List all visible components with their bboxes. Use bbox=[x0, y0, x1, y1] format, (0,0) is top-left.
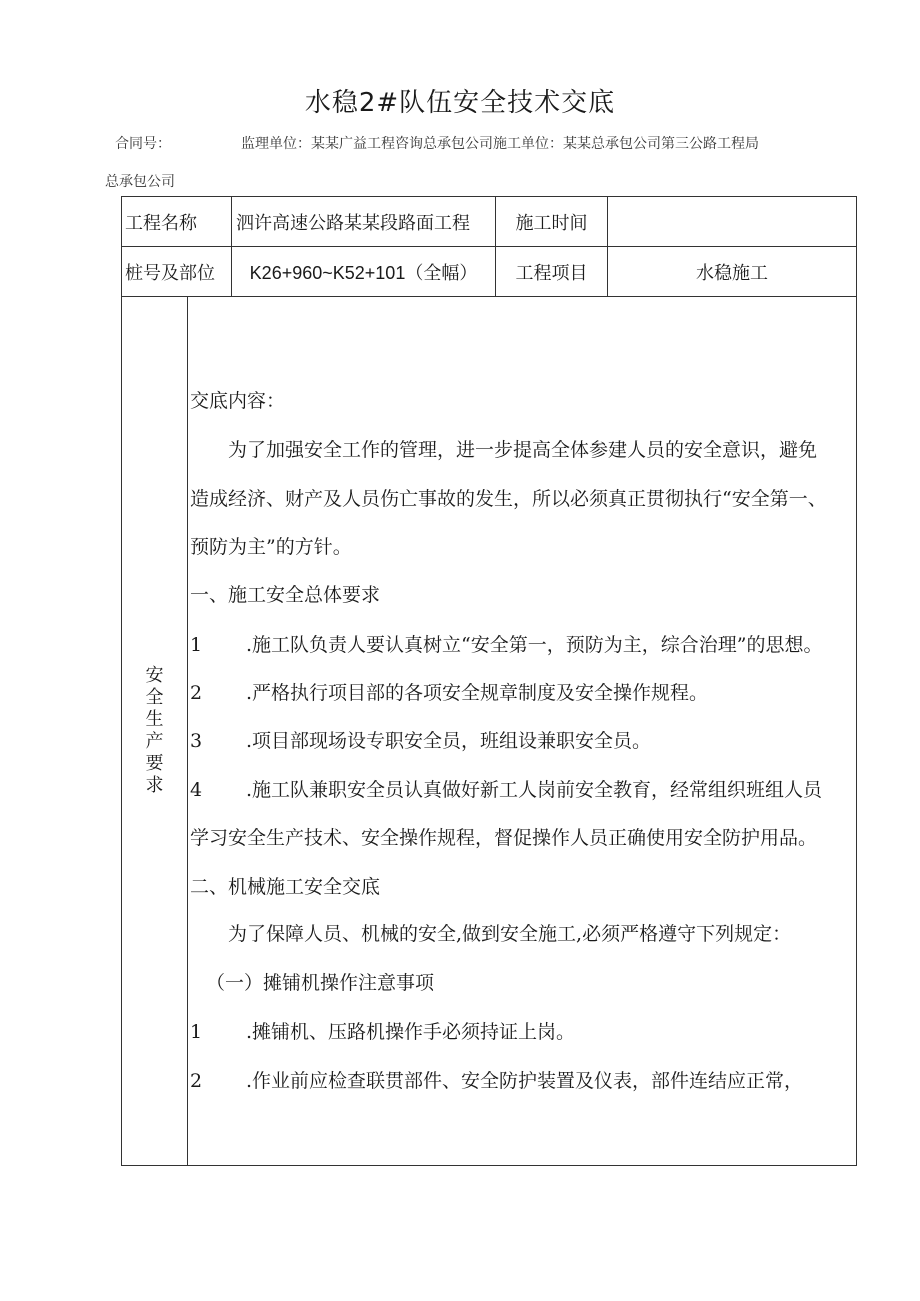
contract-label: 合同号： bbox=[115, 136, 171, 152]
list-item bbox=[190, 630, 856, 657]
item-text: .施工队兼职安全员认真做好新工人岗前安全教育，经常组织班组人员 bbox=[246, 779, 823, 801]
item-number: 2 bbox=[190, 1070, 203, 1092]
section-heading-1: 一、施工安全总体要求 bbox=[190, 584, 381, 606]
item-text: .严格执行项目部的各项安全规章制度及安全操作规程。 bbox=[246, 682, 709, 704]
item-4-continuation: 学习安全生产技术、安全操作规程，督促操作人员正确使用安全防护用品。 bbox=[190, 827, 818, 849]
list-item bbox=[190, 678, 856, 705]
item-label: 工程项目 bbox=[496, 247, 608, 297]
subsection-heading-1: （一）摊铺机操作注意事项 bbox=[206, 972, 435, 994]
side-char: 生 bbox=[145, 709, 164, 730]
intro-line-2: 造成经济、财产及人员伤亡事故的发生，所以必须真正贯彻执行“安全第一、 bbox=[190, 488, 827, 510]
side-char: 全 bbox=[145, 687, 164, 708]
list-item bbox=[190, 1017, 856, 1044]
content-heading: 交底内容： bbox=[190, 390, 286, 412]
item-text: .施工队负责人要认真树立“安全第一，预防为主，综合治理”的思想。 bbox=[246, 634, 823, 656]
item-text: .摊铺机、压路机操作手必须持证上岗。 bbox=[246, 1021, 576, 1043]
time-value bbox=[608, 197, 857, 247]
side-char: 要 bbox=[145, 753, 164, 774]
project-name-label: 工程名称 bbox=[122, 197, 232, 247]
station-label: 桩号及部位 bbox=[122, 247, 232, 297]
item-number: 1 bbox=[190, 634, 203, 656]
side-char: 产 bbox=[145, 731, 164, 752]
time-label: 施工时间 bbox=[496, 197, 608, 247]
document-title: 水稳2#队伍安全技术交底 bbox=[304, 88, 616, 118]
meta-continuation: 总承包公司 bbox=[105, 174, 175, 190]
item-value: 水稳施工 bbox=[608, 247, 857, 297]
side-char: 求 bbox=[145, 775, 164, 796]
project-name-value: 泗许高速公路某某段路面工程 bbox=[232, 197, 496, 247]
item-number: 1 bbox=[190, 1021, 203, 1043]
list-item bbox=[190, 726, 856, 753]
item-number: 3 bbox=[190, 730, 203, 752]
section-2-intro: 为了保障人员、机械的安全,做到安全施工,必须严格遵守下列规定： bbox=[190, 923, 792, 945]
item-number: 4 bbox=[190, 779, 203, 801]
list-item bbox=[190, 1066, 856, 1093]
safety-requirements-label bbox=[122, 297, 188, 1166]
item-number: 2 bbox=[190, 682, 203, 704]
item-text: .项目部现场设专职安全员，班组设兼职安全员。 bbox=[246, 730, 652, 752]
content-cell bbox=[188, 297, 857, 1166]
list-item bbox=[190, 775, 856, 802]
intro-line-1: 为了加强安全工作的管理，进一步提高全体参建人员的安全意识，避免 bbox=[190, 439, 818, 461]
station-value: K26+960~K52+101（全幅） bbox=[232, 247, 496, 297]
section-heading-2: 二、机械施工安全交底 bbox=[190, 876, 381, 898]
side-char: 安 bbox=[145, 665, 164, 686]
item-text: .作业前应检查联贯部件、安全防护装置及仪表，部件连结应正常， bbox=[246, 1070, 804, 1092]
meta-line bbox=[115, 133, 759, 153]
disclosure-table bbox=[121, 196, 857, 1166]
supervision-text: 监理单位：某某广益工程咨询总承包公司施工单位：某某总承包公司第三公路工程局 bbox=[241, 136, 759, 152]
intro-line-3: 预防为主”的方针。 bbox=[190, 536, 352, 558]
